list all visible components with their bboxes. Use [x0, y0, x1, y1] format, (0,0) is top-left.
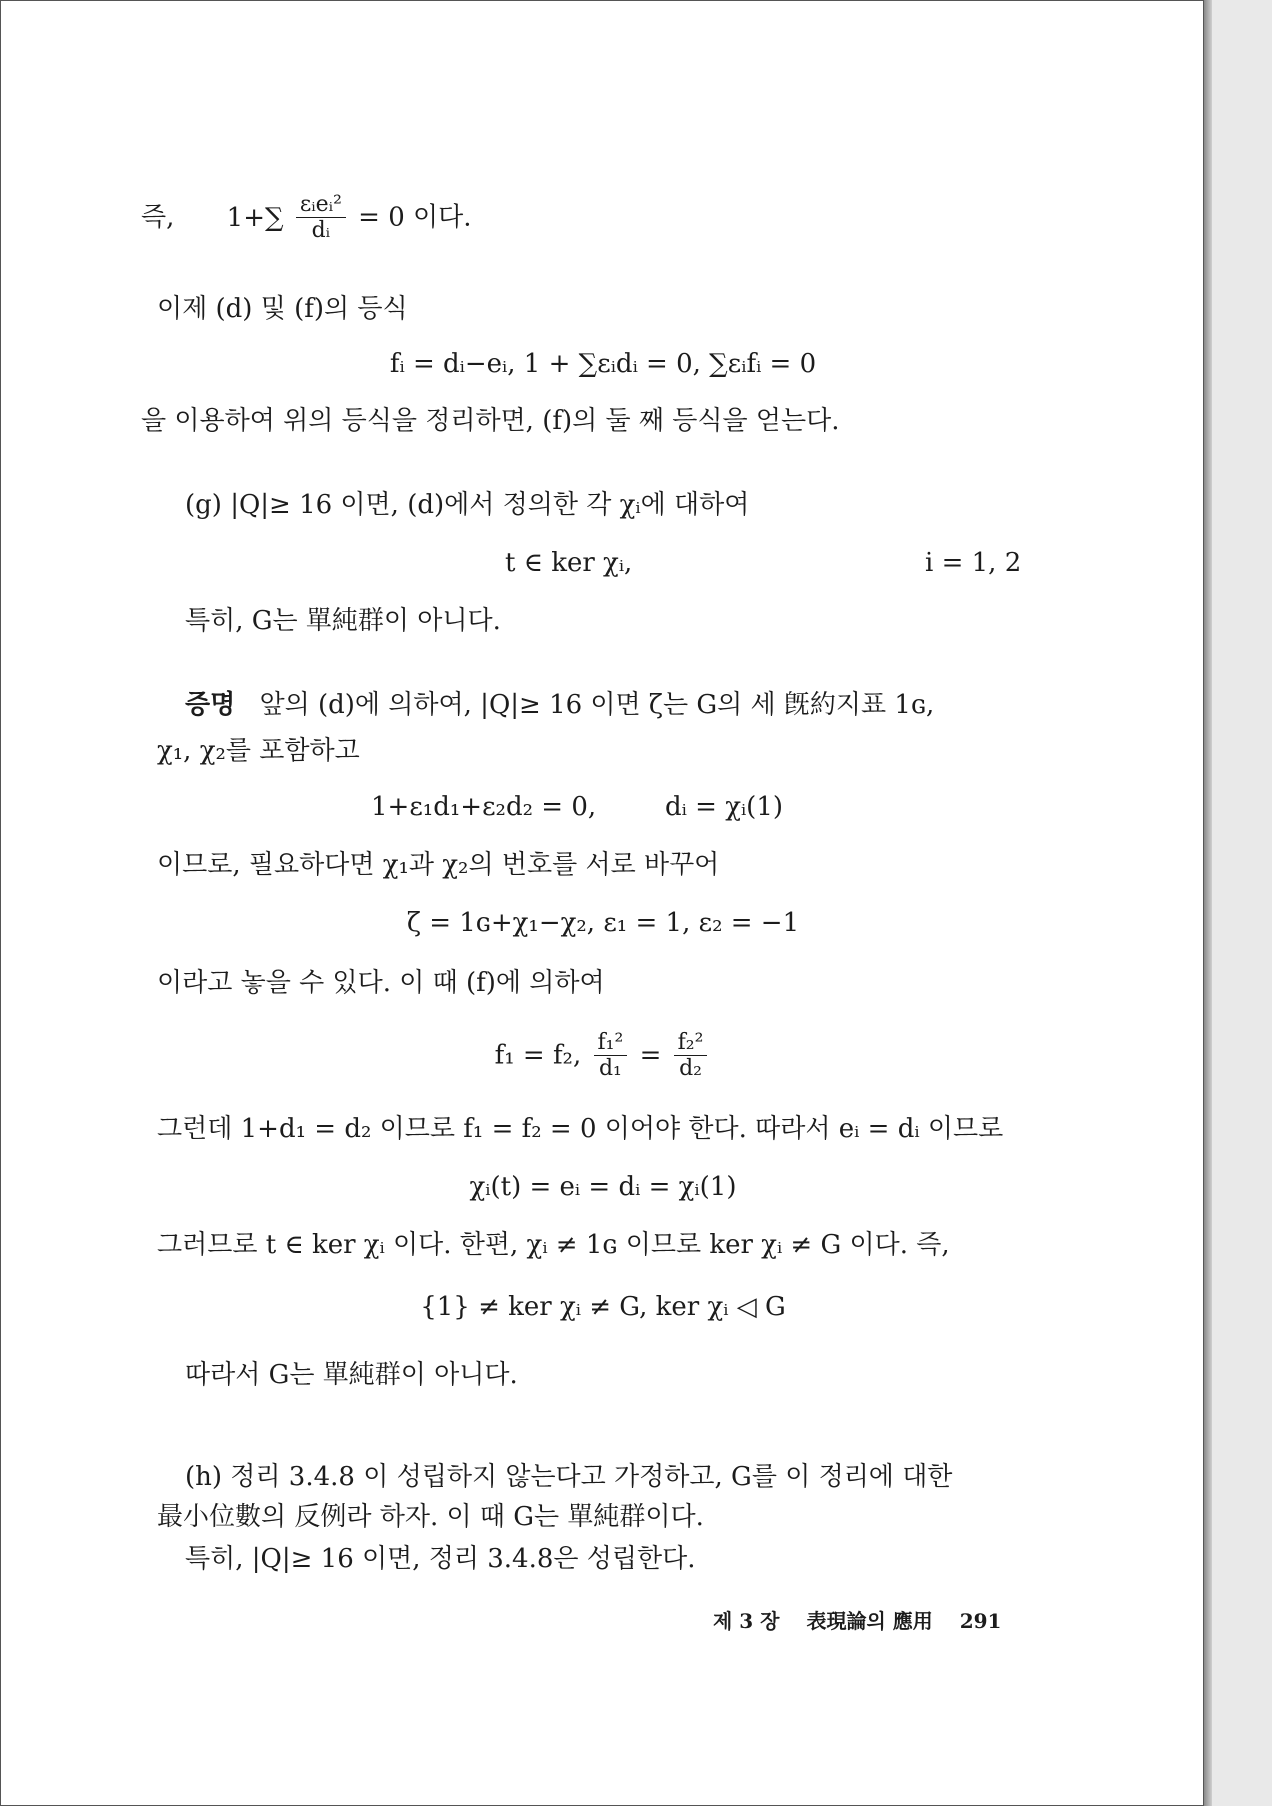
expr-suffix: = 0 이다. — [358, 202, 472, 233]
text-line: (h) 정리 3.4.8 이 성립하지 않는다고 가정하고, G를 이 정리에 대한 — [185, 1462, 953, 1492]
equation-line: {1} ≠ ker χᵢ ≠ G, ker χᵢ ◁ G — [420, 1292, 786, 1322]
fraction — [296, 193, 346, 244]
equation-line — [141, 193, 472, 244]
page-edge — [1204, 0, 1212, 1806]
text-line: (g) |Q|≥ 16 이면, (d)에서 정의한 각 χᵢ에 대하여 — [185, 490, 750, 520]
text-line: 특히, |Q|≥ 16 이면, 정리 3.4.8은 성립한다. — [185, 1544, 696, 1574]
fraction — [674, 1031, 708, 1082]
text-line: 이제 (d) 및 (f)의 등식 — [157, 294, 408, 324]
proof-line — [185, 689, 934, 721]
denominator: d₂ — [679, 1056, 702, 1081]
expr-prefix: 1+∑ — [226, 202, 284, 233]
text-line: 특히, G는 單純群이 아니다. — [185, 606, 501, 636]
text-line: 을 이용하여 위의 등식을 정리하면, (f)의 둘 째 등식을 얻는다. — [141, 406, 840, 436]
text-line: χ₁, χ₂를 포함하고 — [157, 736, 360, 766]
proof-heading: 증명 — [185, 690, 236, 720]
fraction — [594, 1031, 628, 1082]
text-line: 이라고 놓을 수 있다. 이 때 (f)에 의하여 — [157, 968, 605, 998]
page-number: 291 — [959, 1609, 1002, 1633]
equation-line: χᵢ(t) = eᵢ = dᵢ = χᵢ(1) — [469, 1172, 737, 1202]
text-line: 따라서 G는 單純群이 아니다. — [185, 1360, 518, 1390]
text-lead: 즉, — [141, 202, 175, 233]
numerator: εᵢeᵢ² — [296, 193, 346, 218]
equation-line: t ∈ ker χᵢ, — [505, 548, 633, 578]
numerator: f₂² — [674, 1031, 708, 1056]
equation-line: 1+ε₁d₁+ε₂d₂ = 0, — [371, 792, 597, 822]
numerator: f₁² — [594, 1031, 628, 1056]
equation-index: i = 1, 2 — [925, 548, 1022, 578]
proof-text: 앞의 (d)에 의하여, |Q|≥ 16 이면 ζ는 G의 세 旣約지표 1ɢ, — [259, 690, 935, 720]
running-footer — [713, 1605, 1001, 1634]
expr-prefix: f₁ = f₂, — [494, 1040, 582, 1071]
denominator: dᵢ — [311, 218, 331, 243]
equation-line: ζ = 1ɢ+χ₁−χ₂, ε₁ = 1, ε₂ = −1 — [406, 908, 800, 938]
footer-chapter: 제 3 장 — [713, 1609, 780, 1633]
equation-line — [1, 1031, 1205, 1082]
text-line: 이므로, 필요하다면 χ₁과 χ₂의 번호를 서로 바꾸어 — [157, 850, 720, 880]
text-line: 最小位數의 反例라 하자. 이 때 G는 單純群이다. — [157, 1502, 704, 1532]
text-line: 그러므로 t ∈ ker χᵢ 이다. 한편, χᵢ ≠ 1ɢ 이므로 ker χᵢ ≠ G 이다. 즉, — [157, 1230, 950, 1260]
denominator: d₁ — [598, 1056, 622, 1081]
equation-line: fᵢ = dᵢ−eᵢ, 1 + ∑εᵢdᵢ = 0, ∑εᵢfᵢ = 0 — [389, 349, 817, 379]
equation-line: dᵢ = χᵢ(1) — [665, 792, 784, 822]
footer-title: 表現論의 應用 — [806, 1609, 933, 1633]
text-line: 그런데 1+d₁ = d₂ 이므로 f₁ = f₂ = 0 이어야 한다. 따라서 eᵢ = dᵢ 이므로 — [157, 1114, 1004, 1144]
equals-sign: = — [639, 1040, 662, 1071]
